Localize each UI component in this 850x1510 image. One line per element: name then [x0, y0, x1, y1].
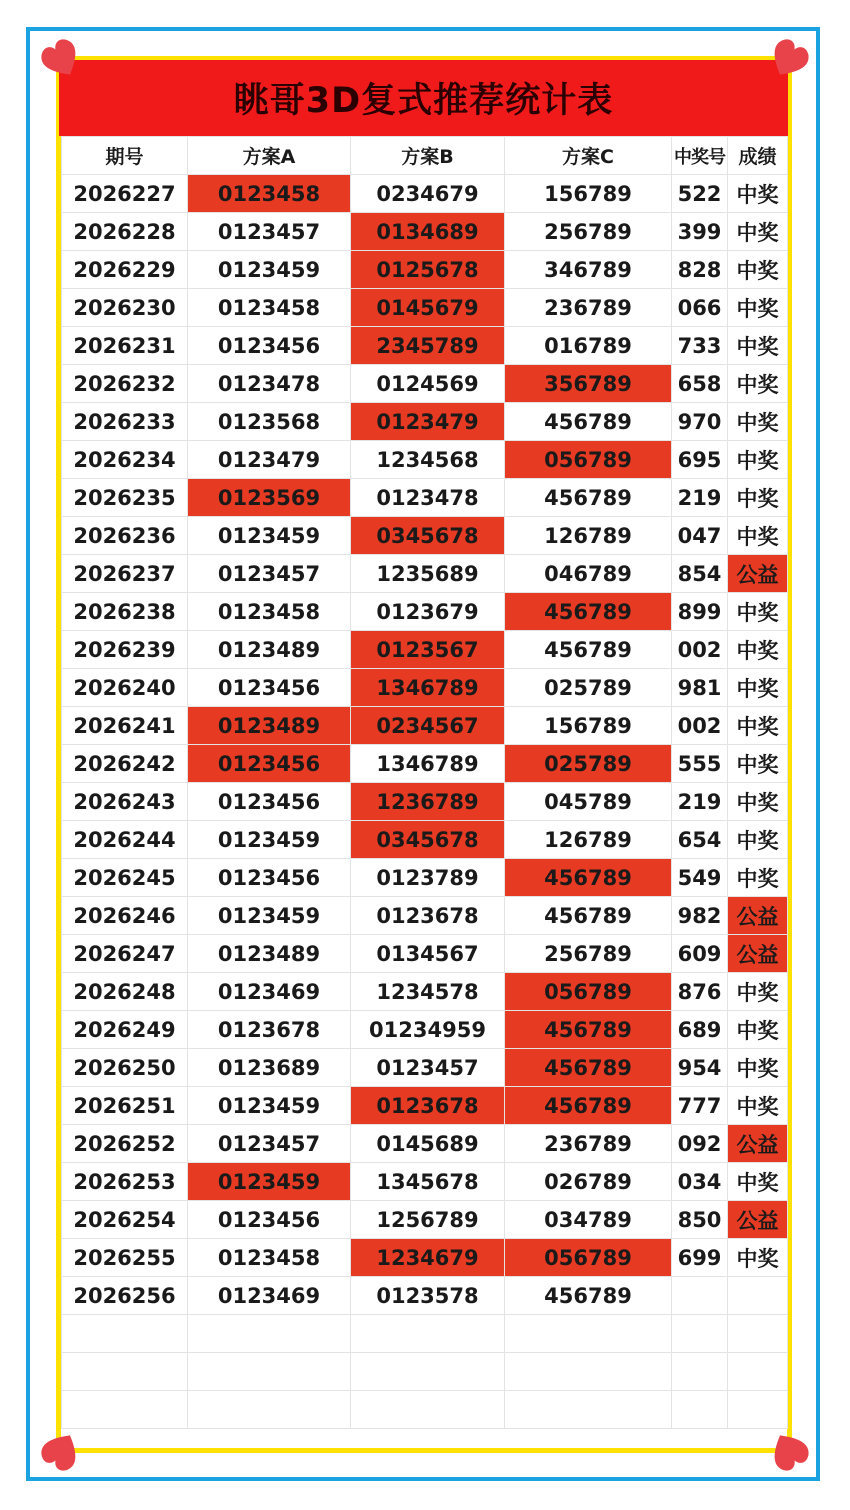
table-row [62, 175, 788, 213]
table-row [62, 1201, 788, 1239]
plan-a-cell: 0123456 [188, 745, 351, 783]
plan-c-cell: 236789 [505, 289, 672, 327]
plan-b-cell: 0125678 [351, 251, 505, 289]
winning-number-cell: 549 [672, 859, 728, 897]
stats-table [61, 136, 788, 1429]
table-row [62, 1125, 788, 1163]
plan-c-cell: 456789 [505, 403, 672, 441]
plan-a-cell: 0123456 [188, 669, 351, 707]
table-row [62, 403, 788, 441]
header-plan-c: 方案C [505, 137, 672, 175]
result-cell: 中奖 [728, 365, 788, 403]
period-cell: 2026240 [62, 669, 188, 707]
plan-c-cell: 045789 [505, 783, 672, 821]
winning-number-cell: 522 [672, 175, 728, 213]
result-cell: 中奖 [728, 821, 788, 859]
period-cell: 2026238 [62, 593, 188, 631]
plan-a-cell: 0123459 [188, 1087, 351, 1125]
result-cell: 公益 [728, 1125, 788, 1163]
winning-number-cell: 555 [672, 745, 728, 783]
empty-cell [505, 1391, 672, 1429]
result-cell: 中奖 [728, 403, 788, 441]
plan-a-cell: 0123459 [188, 821, 351, 859]
winning-number-cell: 002 [672, 707, 728, 745]
empty-cell [62, 1353, 188, 1391]
table-row [62, 1239, 788, 1277]
header-plan-b: 方案B [351, 137, 505, 175]
period-cell: 2026239 [62, 631, 188, 669]
winning-number-cell: 699 [672, 1239, 728, 1277]
plan-b-cell: 0234679 [351, 175, 505, 213]
plan-b-cell: 1234679 [351, 1239, 505, 1277]
plan-c-cell: 256789 [505, 213, 672, 251]
table-row [62, 669, 788, 707]
plan-c-cell: 456789 [505, 859, 672, 897]
plan-b-cell: 0345678 [351, 517, 505, 555]
plan-a-cell: 0123458 [188, 593, 351, 631]
result-cell: 中奖 [728, 479, 788, 517]
empty-cell [62, 1315, 188, 1353]
winning-number-cell: 899 [672, 593, 728, 631]
plan-a-cell: 0123678 [188, 1011, 351, 1049]
plan-b-cell: 0123789 [351, 859, 505, 897]
table-row [62, 1163, 788, 1201]
plan-a-cell: 0123569 [188, 479, 351, 517]
table-row [62, 441, 788, 479]
winning-number-cell: 982 [672, 897, 728, 935]
heart-icon [38, 1428, 84, 1474]
plan-c-cell: 156789 [505, 707, 672, 745]
winning-number-cell: 658 [672, 365, 728, 403]
period-cell: 2026256 [62, 1277, 188, 1315]
plan-b-cell: 1346789 [351, 745, 505, 783]
plan-b-cell: 01234959 [351, 1011, 505, 1049]
empty-cell [672, 1391, 728, 1429]
result-cell: 中奖 [728, 213, 788, 251]
table-row [62, 593, 788, 631]
table-row [62, 1087, 788, 1125]
empty-cell [728, 1353, 788, 1391]
winning-number-cell: 219 [672, 479, 728, 517]
period-cell: 2026245 [62, 859, 188, 897]
period-cell: 2026227 [62, 175, 188, 213]
period-cell: 2026246 [62, 897, 188, 935]
result-cell: 中奖 [728, 707, 788, 745]
result-cell: 中奖 [728, 1087, 788, 1125]
period-cell: 2026235 [62, 479, 188, 517]
plan-b-cell: 1345678 [351, 1163, 505, 1201]
table-row [62, 821, 788, 859]
table-row [62, 479, 788, 517]
plan-c-cell: 456789 [505, 631, 672, 669]
period-cell: 2026253 [62, 1163, 188, 1201]
plan-a-cell: 0123469 [188, 1277, 351, 1315]
plan-b-cell: 0134567 [351, 935, 505, 973]
plan-b-cell: 1236789 [351, 783, 505, 821]
table-row [62, 897, 788, 935]
plan-a-cell: 0123456 [188, 859, 351, 897]
plan-c-cell: 026789 [505, 1163, 672, 1201]
plan-a-cell: 0123456 [188, 783, 351, 821]
plan-a-cell: 0123457 [188, 555, 351, 593]
plan-b-cell: 1234568 [351, 441, 505, 479]
plan-a-cell: 0123489 [188, 707, 351, 745]
plan-c-cell: 456789 [505, 593, 672, 631]
plan-a-cell: 0123479 [188, 441, 351, 479]
plan-a-cell: 0123459 [188, 897, 351, 935]
plan-b-cell: 1256789 [351, 1201, 505, 1239]
table-row [62, 783, 788, 821]
plan-a-cell: 0123469 [188, 973, 351, 1011]
winning-number-cell: 981 [672, 669, 728, 707]
table-row [62, 935, 788, 973]
plan-c-cell: 016789 [505, 327, 672, 365]
header-result: 成绩 [728, 137, 788, 175]
result-cell: 中奖 [728, 745, 788, 783]
plan-c-cell: 056789 [505, 441, 672, 479]
empty-cell [672, 1353, 728, 1391]
empty-row [62, 1353, 788, 1391]
period-cell: 2026255 [62, 1239, 188, 1277]
empty-cell [351, 1315, 505, 1353]
plan-c-cell: 126789 [505, 517, 672, 555]
plan-c-cell: 156789 [505, 175, 672, 213]
result-cell: 公益 [728, 897, 788, 935]
result-cell [728, 1277, 788, 1315]
period-cell: 2026229 [62, 251, 188, 289]
table-row [62, 745, 788, 783]
empty-cell [728, 1391, 788, 1429]
table-row [62, 1277, 788, 1315]
plan-a-cell: 0123568 [188, 403, 351, 441]
result-cell: 中奖 [728, 669, 788, 707]
result-cell: 中奖 [728, 593, 788, 631]
result-cell: 中奖 [728, 175, 788, 213]
winning-number-cell: 876 [672, 973, 728, 1011]
empty-cell [188, 1391, 351, 1429]
plan-c-cell: 456789 [505, 1011, 672, 1049]
result-cell: 中奖 [728, 783, 788, 821]
winning-number-cell: 654 [672, 821, 728, 859]
result-cell: 中奖 [728, 973, 788, 1011]
period-cell: 2026230 [62, 289, 188, 327]
empty-cell [672, 1315, 728, 1353]
plan-b-cell: 0123479 [351, 403, 505, 441]
table-row [62, 289, 788, 327]
winning-number-cell: 002 [672, 631, 728, 669]
page-title: 眺哥3D复式推荐统计表 [233, 81, 614, 121]
winning-number-cell: 828 [672, 251, 728, 289]
plan-a-cell: 0123459 [188, 1163, 351, 1201]
result-cell: 中奖 [728, 251, 788, 289]
table-row [62, 707, 788, 745]
empty-cell [62, 1391, 188, 1429]
winning-number-cell [672, 1277, 728, 1315]
plan-b-cell: 1346789 [351, 669, 505, 707]
result-cell: 公益 [728, 935, 788, 973]
plan-b-cell: 0123679 [351, 593, 505, 631]
plan-c-cell: 025789 [505, 745, 672, 783]
plan-b-cell: 0145679 [351, 289, 505, 327]
plan-a-cell: 0123458 [188, 175, 351, 213]
table-row [62, 365, 788, 403]
period-cell: 2026232 [62, 365, 188, 403]
result-cell: 中奖 [728, 1239, 788, 1277]
empty-cell [505, 1315, 672, 1353]
period-cell: 2026252 [62, 1125, 188, 1163]
heart-icon [38, 36, 84, 82]
empty-cell [351, 1391, 505, 1429]
plan-b-cell: 0124569 [351, 365, 505, 403]
table-row [62, 517, 788, 555]
period-cell: 2026254 [62, 1201, 188, 1239]
period-cell: 2026249 [62, 1011, 188, 1049]
empty-cell [351, 1353, 505, 1391]
result-cell: 公益 [728, 1201, 788, 1239]
period-cell: 2026236 [62, 517, 188, 555]
plan-c-cell: 046789 [505, 555, 672, 593]
winning-number-cell: 219 [672, 783, 728, 821]
header-row [62, 137, 788, 175]
result-cell: 中奖 [728, 517, 788, 555]
plan-a-cell: 0123456 [188, 1201, 351, 1239]
plan-c-cell: 056789 [505, 973, 672, 1011]
table-row [62, 327, 788, 365]
empty-row [62, 1315, 788, 1353]
plan-c-cell: 256789 [505, 935, 672, 973]
plan-c-cell: 346789 [505, 251, 672, 289]
plan-b-cell: 0123457 [351, 1049, 505, 1087]
result-cell: 中奖 [728, 859, 788, 897]
plan-a-cell: 0123459 [188, 251, 351, 289]
result-cell: 中奖 [728, 327, 788, 365]
winning-number-cell: 047 [672, 517, 728, 555]
result-cell: 中奖 [728, 1049, 788, 1087]
plan-c-cell: 056789 [505, 1239, 672, 1277]
table-row [62, 859, 788, 897]
title-bar [59, 60, 788, 136]
plan-b-cell: 1234578 [351, 973, 505, 1011]
plan-a-cell: 0123457 [188, 1125, 351, 1163]
table-row [62, 1049, 788, 1087]
plan-a-cell: 0123457 [188, 213, 351, 251]
table-row [62, 213, 788, 251]
plan-b-cell: 0123678 [351, 1087, 505, 1125]
winning-number-cell: 695 [672, 441, 728, 479]
empty-cell [188, 1315, 351, 1353]
period-cell: 2026251 [62, 1087, 188, 1125]
plan-c-cell: 456789 [505, 1277, 672, 1315]
plan-c-cell: 034789 [505, 1201, 672, 1239]
plan-c-cell: 456789 [505, 897, 672, 935]
plan-b-cell: 0134689 [351, 213, 505, 251]
period-cell: 2026228 [62, 213, 188, 251]
plan-b-cell: 0145689 [351, 1125, 505, 1163]
period-cell: 2026243 [62, 783, 188, 821]
plan-c-cell: 025789 [505, 669, 672, 707]
plan-b-cell: 0123567 [351, 631, 505, 669]
table-row [62, 1011, 788, 1049]
table-row [62, 555, 788, 593]
winning-number-cell: 609 [672, 935, 728, 973]
heart-icon [766, 36, 812, 82]
plan-c-cell: 456789 [505, 1087, 672, 1125]
winning-number-cell: 850 [672, 1201, 728, 1239]
winning-number-cell: 092 [672, 1125, 728, 1163]
plan-a-cell: 0123458 [188, 1239, 351, 1277]
period-cell: 2026244 [62, 821, 188, 859]
empty-row [62, 1391, 788, 1429]
period-cell: 2026242 [62, 745, 188, 783]
header-plan-a: 方案A [188, 137, 351, 175]
winning-number-cell: 733 [672, 327, 728, 365]
header-period: 期号 [62, 137, 188, 175]
winning-number-cell: 854 [672, 555, 728, 593]
period-cell: 2026237 [62, 555, 188, 593]
table-body [62, 175, 788, 1429]
winning-number-cell: 034 [672, 1163, 728, 1201]
plan-a-cell: 0123456 [188, 327, 351, 365]
empty-cell [505, 1353, 672, 1391]
result-cell: 中奖 [728, 441, 788, 479]
period-cell: 2026248 [62, 973, 188, 1011]
plan-a-cell: 0123478 [188, 365, 351, 403]
period-cell: 2026234 [62, 441, 188, 479]
plan-a-cell: 0123458 [188, 289, 351, 327]
table-row [62, 631, 788, 669]
winning-number-cell: 689 [672, 1011, 728, 1049]
period-cell: 2026247 [62, 935, 188, 973]
period-cell: 2026231 [62, 327, 188, 365]
plan-c-cell: 126789 [505, 821, 672, 859]
period-cell: 2026250 [62, 1049, 188, 1087]
plan-b-cell: 1235689 [351, 555, 505, 593]
plan-c-cell: 456789 [505, 479, 672, 517]
plan-b-cell: 0234567 [351, 707, 505, 745]
result-cell: 中奖 [728, 1163, 788, 1201]
winning-number-cell: 777 [672, 1087, 728, 1125]
plan-c-cell: 456789 [505, 1049, 672, 1087]
table-row [62, 973, 788, 1011]
result-cell: 中奖 [728, 289, 788, 327]
result-cell: 中奖 [728, 1011, 788, 1049]
empty-cell [728, 1315, 788, 1353]
plan-b-cell: 0123678 [351, 897, 505, 935]
plan-a-cell: 0123489 [188, 631, 351, 669]
result-cell: 中奖 [728, 631, 788, 669]
plan-c-cell: 356789 [505, 365, 672, 403]
winning-number-cell: 066 [672, 289, 728, 327]
plan-a-cell: 0123459 [188, 517, 351, 555]
plan-a-cell: 0123689 [188, 1049, 351, 1087]
plan-b-cell: 2345789 [351, 327, 505, 365]
winning-number-cell: 399 [672, 213, 728, 251]
period-cell: 2026241 [62, 707, 188, 745]
heart-icon [766, 1428, 812, 1474]
header-winning-number: 中奖号 [672, 137, 728, 175]
empty-cell [188, 1353, 351, 1391]
plan-b-cell: 0345678 [351, 821, 505, 859]
plan-a-cell: 0123489 [188, 935, 351, 973]
result-cell: 公益 [728, 555, 788, 593]
plan-c-cell: 236789 [505, 1125, 672, 1163]
plan-b-cell: 0123578 [351, 1277, 505, 1315]
winning-number-cell: 970 [672, 403, 728, 441]
table-row [62, 251, 788, 289]
period-cell: 2026233 [62, 403, 188, 441]
winning-number-cell: 954 [672, 1049, 728, 1087]
plan-b-cell: 0123478 [351, 479, 505, 517]
